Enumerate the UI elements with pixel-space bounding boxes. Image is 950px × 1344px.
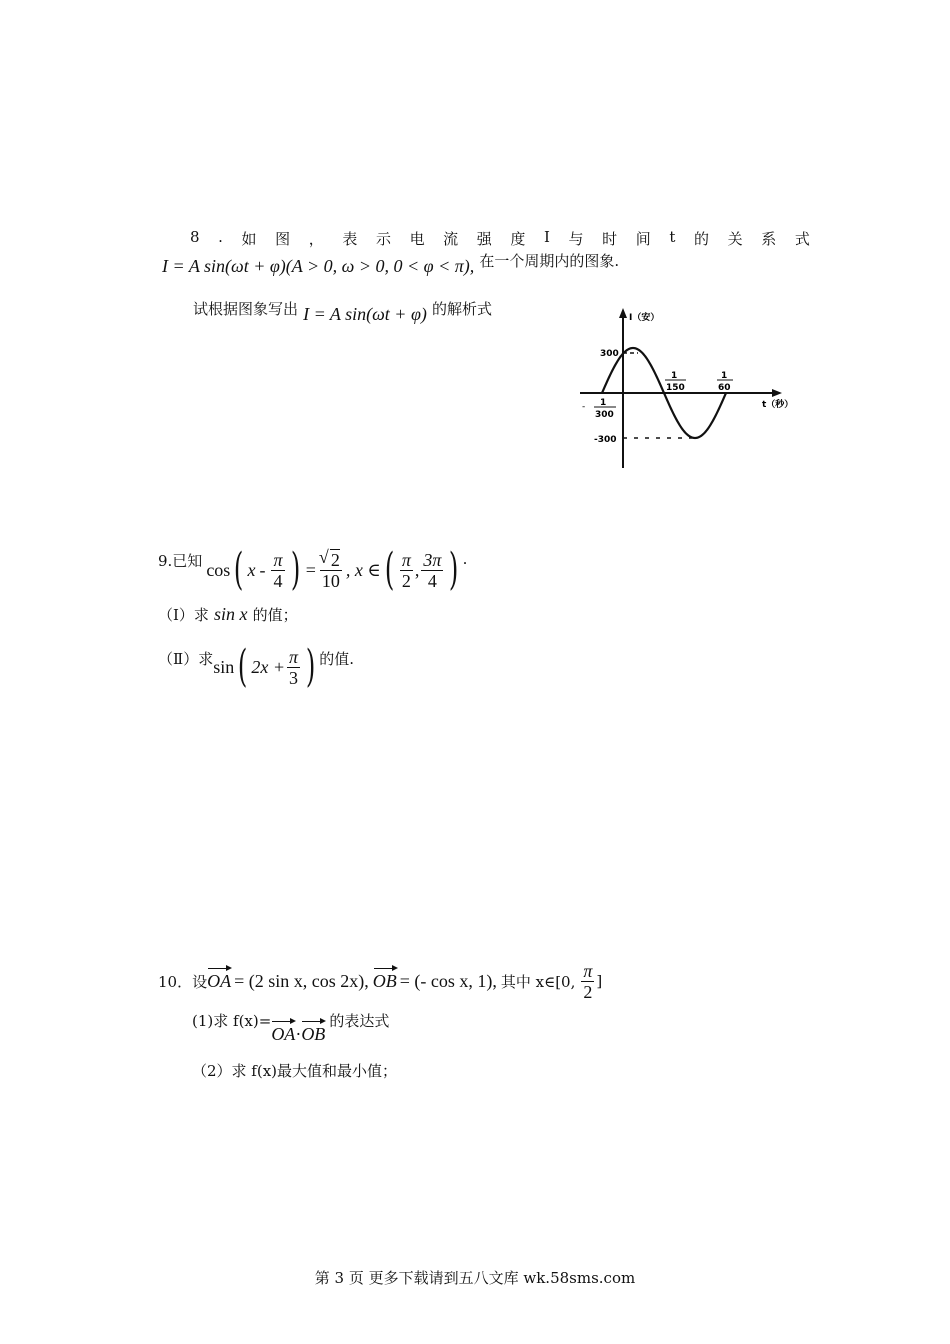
q9-x: x [247,559,256,580]
q8-char: t [669,228,676,246]
q9-three-pi: 3π [423,549,442,570]
y-axis-arrow [619,308,627,318]
x-mid-num: 1 [671,371,678,381]
current-graph [580,306,820,476]
q9-statement [158,540,467,600]
q10-where: 其中 x∈[0, [500,972,576,991]
q10-ob-val: = (- cos x, 1), [399,970,497,991]
q8-char: 间 [635,230,651,248]
x-left-neg: - [582,402,586,412]
q8-formula: I = A sin(ωt + φ)(A > 0, ω > 0, 0 < φ < π), [162,256,475,276]
q9-part2-sin: sin [213,656,235,677]
x-mid-den: 150 [666,383,685,393]
y-axis-label: I（安） [629,313,660,323]
q9-lparen2: ( [384,544,394,595]
q8-line3-formula: I = A sin(ωt + φ) [303,304,427,324]
q9-3pi-over-4 [421,550,443,591]
x-right-num: 1 [721,371,728,381]
q9-sqrt2: √ 2 [330,549,340,570]
q10-dot-product [271,1024,325,1045]
q8-char: 关 [727,230,743,248]
q8-char: 图 [275,230,291,248]
q9-part2-label: （Ⅱ）求 [158,650,214,668]
q10-two: 2 [583,981,593,1002]
x-axis-arrow [772,389,782,397]
q9-part2-inner: 2x + [251,656,286,677]
q8-char: 电 [409,230,425,248]
q10-prefix: 10．设 [158,972,208,991]
q9-lparen3: ( [238,641,248,692]
y-max-label: 300 [600,349,619,359]
q10-part2: （2）求 f(x)最大值和最小值； [192,1062,398,1080]
q10-ob-b: OB [301,1024,326,1044]
q9-part2-suffix: 的值. [319,650,355,668]
x-left-num: 1 [600,398,607,408]
q10-pi: π [583,960,593,981]
q8-formula-tail: 在一个周期内的图象. [479,252,620,270]
q8-char: 时 [602,230,618,248]
q8-char: 流 [443,230,459,248]
q9-pi-b: π [401,549,411,570]
q8-char: 8 [190,228,200,246]
q9-rparen1: ) [290,544,300,595]
q10-pi-over-2 [581,961,594,1002]
q9-sqrt-num [320,549,342,571]
q9-comma-x: , x ∈ [345,559,381,580]
q9-four: 4 [273,570,283,591]
q8-char: 如 [241,230,257,248]
q10-oa: OA [207,970,232,991]
q10-dot: · [295,1024,302,1044]
q8-line3-suffix: 的解析式 [432,300,493,318]
page-footer: 第 3 页 更多下载请到五八文库 wk.58sms.com [314,1269,636,1287]
q8-char: 度 [510,230,526,248]
q10-statement [158,958,602,1004]
x-right-den: 60 [718,383,731,393]
q9-period: . [462,550,468,568]
q9-sqrt2-over-10 [320,549,342,591]
q10-bracket: ] [596,972,603,990]
q8-char: 的 [693,230,709,248]
q8-char: 式 [794,230,810,248]
q9-part1-math: sin x [214,604,248,624]
q9-rparen2: ) [449,544,459,595]
q9-part1-label: （Ⅰ）求 [158,606,209,624]
q9-pi: π [273,549,283,570]
q9-part2 [158,638,354,696]
q9-prefix: 9.已知 [158,552,203,570]
q9-pi-over-2 [400,550,413,591]
q8-char: 示 [375,230,391,248]
q9-three: 3 [289,667,299,688]
q9-minus: - [259,559,266,580]
x-left-den: 300 [595,410,614,420]
q10-oa-val: = (2 sin x, cos 2x), [234,970,369,991]
q9-eq: = [305,559,316,580]
q9-lparen1: ( [234,544,244,595]
q9-pi-over-3 [287,647,300,688]
x-axis-label: t（秒） [762,400,794,410]
q9-cos: cos [206,559,231,580]
q8-char: 表 [342,230,358,248]
q9-part1-suffix: 的值； [252,606,298,624]
q9-pi-c: π [289,646,299,667]
q8-formula-line [162,252,620,277]
q9-ten: 10 [321,571,340,591]
q9-two: 2 [401,570,411,591]
q10-part1 [192,1010,389,1045]
q8-char: I [544,228,550,246]
q8-char: 强 [476,230,492,248]
q8-char: 与 [568,230,584,248]
q8-line3-prefix: 试根据图象写出 [193,300,299,318]
q10-oa-b: OA [271,1024,296,1044]
q9-comma: , [414,559,420,580]
q9-rparen3: ) [305,641,316,692]
q8-char: . [218,228,223,246]
q9-part1 [158,604,298,625]
q10-ob: OB [372,970,397,991]
q10-part1-suffix: 的表达式 [329,1012,390,1030]
q8-char: 系 [761,230,777,248]
y-min-label: -300 [594,435,617,445]
q10-part1-label: (1)求 f(x)= [192,1012,272,1030]
q9-pi-over-4 [271,550,284,591]
q8-char: ， [308,230,324,248]
q9-four-b: 4 [427,570,437,591]
q8-line3 [193,300,493,325]
q8-line1 [190,228,810,249]
